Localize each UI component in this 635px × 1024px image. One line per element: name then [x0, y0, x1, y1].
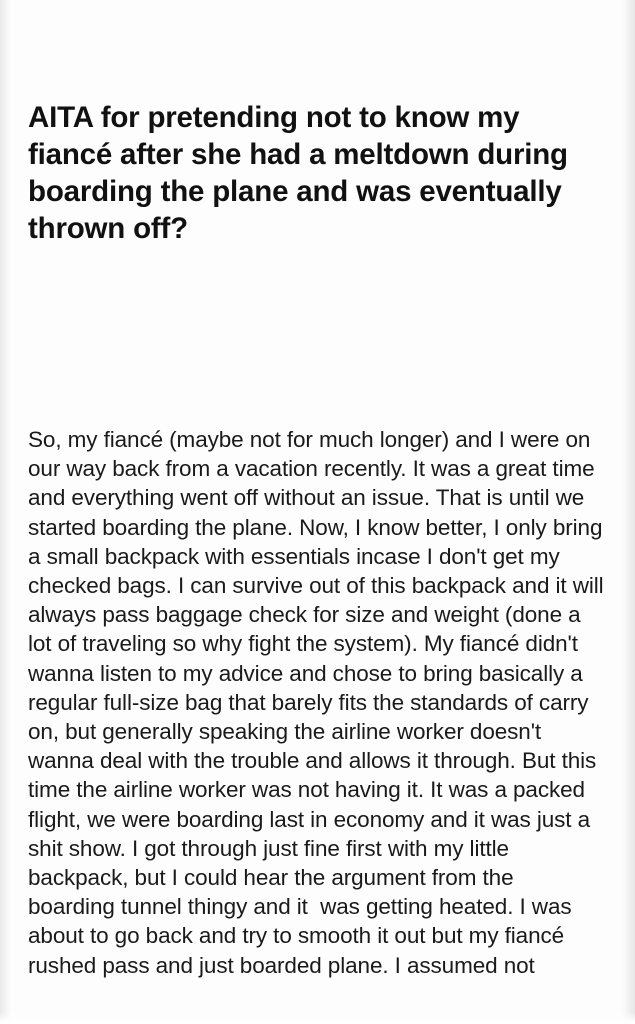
bottom-fade-overlay: [0, 1012, 635, 1024]
page-right-edge-shading: [619, 0, 635, 1024]
page-left-edge-shading: [0, 0, 14, 1024]
post-content: [28, 0, 610, 980]
post-body-text: So, my fiancé (maybe not for much longer) and I were on our way back from a vacation recently. It was a great time and everything went off without an issue. That is until we started boarding the plane. Now, I know better, I only bring a small backpack with essentials incase I don't get my checked bags. I can survive out of this backpack and it will always pass baggage check for size and weight (done a lot of traveling so why fight the system). My fiancé didn't wanna listen to my advice and chose to bring basically a regular full-size bag that barely fits the standards of carry on, but generally speaking the airline worker doesn't wanna deal with the trouble and allows it through. But this time the airline worker was not having it. It was a packed flight, we were boarding last in economy and it was just a shit show. I got through just fine first with my little backpack, but I could hear the argument from the boarding tunnel thingy and it was getting heated. I was about to go back and try to smooth it out but my fiancé rushed pass and just boarded plane. I assumed not: [28, 427, 610, 978]
post-title: AITA for pretending not to know my fiancé after she had a meltdown during boarding the plane and was eventually thrown off?: [28, 101, 568, 245]
